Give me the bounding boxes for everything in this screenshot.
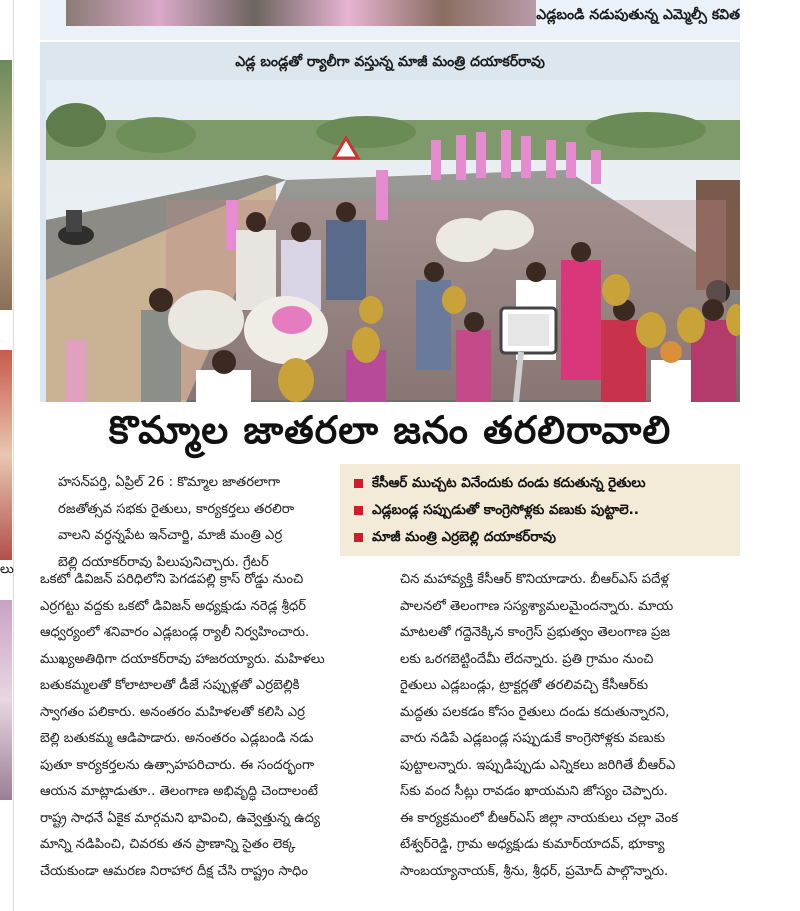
main-photo-caption: ఎడ్ల బండ్లతో ర్యాలీగా వస్తున్న మాజీ మంత్రి దయాకర్‌రావు [235,54,545,70]
highlight-item [352,497,728,524]
article-column-2 [400,567,678,885]
article-line: ఒకటో డివిజన్ పరిధిలోని పెగడపల్లి క్రాస్ రోడ్డు నుంచి [40,572,304,587]
article-line: పుతూ కార్యకర్తలను ఉత్సాహపరిచారు. ఈ సందర్భంగా [40,757,315,773]
article-line: బతుకమ్మలతో కోలాటాలతో డీజే సప్పుళ్లతో ఎర్రబెల్లికి [40,678,300,693]
main-photo-block [40,42,740,402]
neighbor-column-edge [0,0,14,911]
top-photo [66,0,536,26]
article-line: ఆధ్వర్యంలో శనివారం ఎడ్లబండ్ల ర్యాలీ నిర్వహించారు. [40,625,310,640]
article-line: స్‌కు వంద సీట్లు రావడం ఖాయమని జోస్యం చెప్పారు. [400,784,668,799]
top-photo-strip [40,0,740,40]
neighbor-photo-fragment-2 [0,350,12,560]
article-line: స్వాగతం పలికారు. అనంతరం మహిళలతో కలిసి ఎర్ర [40,704,305,720]
article-column-1-intro [58,470,294,576]
article-line: మాన్ని నడిపించి, చివరకు తన ప్రాణాన్ని సైతం లెక్క [40,837,296,852]
highlight-text: ఎడ్లబండ్ల సప్పుడుతో కాంగ్రెసోళ్లకు వణుకు పుట్టాలె.. [372,502,639,518]
rally-photo [46,80,740,402]
article-line: రైతులు ఎడ్లబండ్లు, ట్రాక్టర్లతో తరలివచ్చి కేసీఆర్‌కు [400,678,649,693]
highlights-box [340,464,740,556]
highlight-text: కేసీఆర్ ముచ్చట వినేందుకు దండు కదుతున్న రైతులు [372,475,646,491]
bullet-square-icon [354,506,363,515]
highlight-item [352,524,728,551]
bullet-square-icon [354,533,363,542]
neighbor-photo-fragment [0,60,12,310]
neighbor-photo-fragment-3 [0,600,12,800]
article-line: పాలనలో తెలంగాణ సస్యశ్యామలమైందన్నారు. మాయ [400,598,674,614]
neighbor-text-fragment: లు [0,562,14,577]
article-line: వాలని వర్ధన్నపేట ఇన్‌చార్జి, మాజీ మంత్రి ఎర్ర [58,528,283,543]
article-line: రజతోత్సవ సభకు రైతులు, కార్యకర్తలు తరలిరా [58,501,295,517]
bullet-square-icon [354,479,363,488]
article-line: ముఖ్యఅతిథిగా దయాకర్‌రావు హాజరయ్యారు. మహిళలు [40,651,325,667]
article-line: బెల్లి దయాకర్‌రావు పిలుపునిచ్చారు. గ్రేటర్ [58,554,269,570]
top-photo-caption: ఎడ్లబండి నడుపుతున్న ఎమ్మెల్సీ కవిత [536,7,740,23]
headline: కొమ్మాల జాతరలా జనం తరలిరావాలి [108,408,672,452]
article-line: బెల్లి బతుకమ్మ ఆడిపాడారు. అనంతరం ఎడ్లబండి నడు [40,731,314,746]
highlight-item [352,470,728,497]
article-line: మాటలతో గద్దెనెక్కిన కాంగ్రెస్ ప్రభుత్వం తెలంగాణ ప్రజ [400,625,671,640]
article-line: హసన్‌పర్తి, ఏప్రిల్ 26 : కొమ్మాల జాతరలాగా [58,475,280,490]
article-line: పుట్టాలన్నారు. ఇప్పుడిప్పుడు ఎన్నికలు జరిగితే బీఆర్ఎ [400,757,676,773]
article-line: టేశ్వర్‌రెడ్డి, గ్రామ అధ్యక్షుడు కుమార్‌యాదవ్, భూక్యా [400,837,665,852]
article-line: రాష్ట్ర సాధనే ఏకైక మార్గమని భావించి, ఉవ్వెత్తున్న ఉద్య [40,810,321,826]
article-line: ఎర్రగట్టు వద్దకు ఒకటో డివిజన్ అధ్యక్షుడు నరెడ్ల శ్రీధర్ [40,598,306,614]
article-line: చేయకుండా ఆమరణ నిరాహార దీక్ష చేసి రాష్ట్రం సాధిం [40,863,308,879]
article-line: మద్దతు పలకడం కోసం రైతులు దండు కదుతున్నారని, [400,704,670,720]
article-line: ఆయన మాట్లాడుతూ.. తెలంగాణ అభివృద్ధి చెందాలంటే [40,784,318,799]
article-line: ఈ కార్యక్రమంలో బీఆర్ఎస్ జిల్లా నాయకులు చల్లా వెంక [400,810,679,826]
article-line: లకు ఒరగబెట్టిందేమీ లేదన్నారు. ప్రతి గ్రామం నుంచి [400,651,654,667]
highlight-text: మాజీ మంత్రి ఎర్రబెల్లి దయాకర్‌రావు [372,529,556,545]
article-line: చిన మహావ్యక్తి కేసీఆర్ కొనియాడారు. బీఆర్ఎస్ పదేళ్ల [400,572,669,587]
article-column-1 [40,567,325,885]
article-line: వారు నడిపే ఎడ్లబండ్ల సప్పుడుకే కాంగ్రెసోళ్లకు వణుకు [400,731,666,746]
article-line: సాంబయ్యానాయక్, శ్రీను, శ్రీధర్, ప్రమోద్ పాల్గొన్నారు. [400,863,669,879]
